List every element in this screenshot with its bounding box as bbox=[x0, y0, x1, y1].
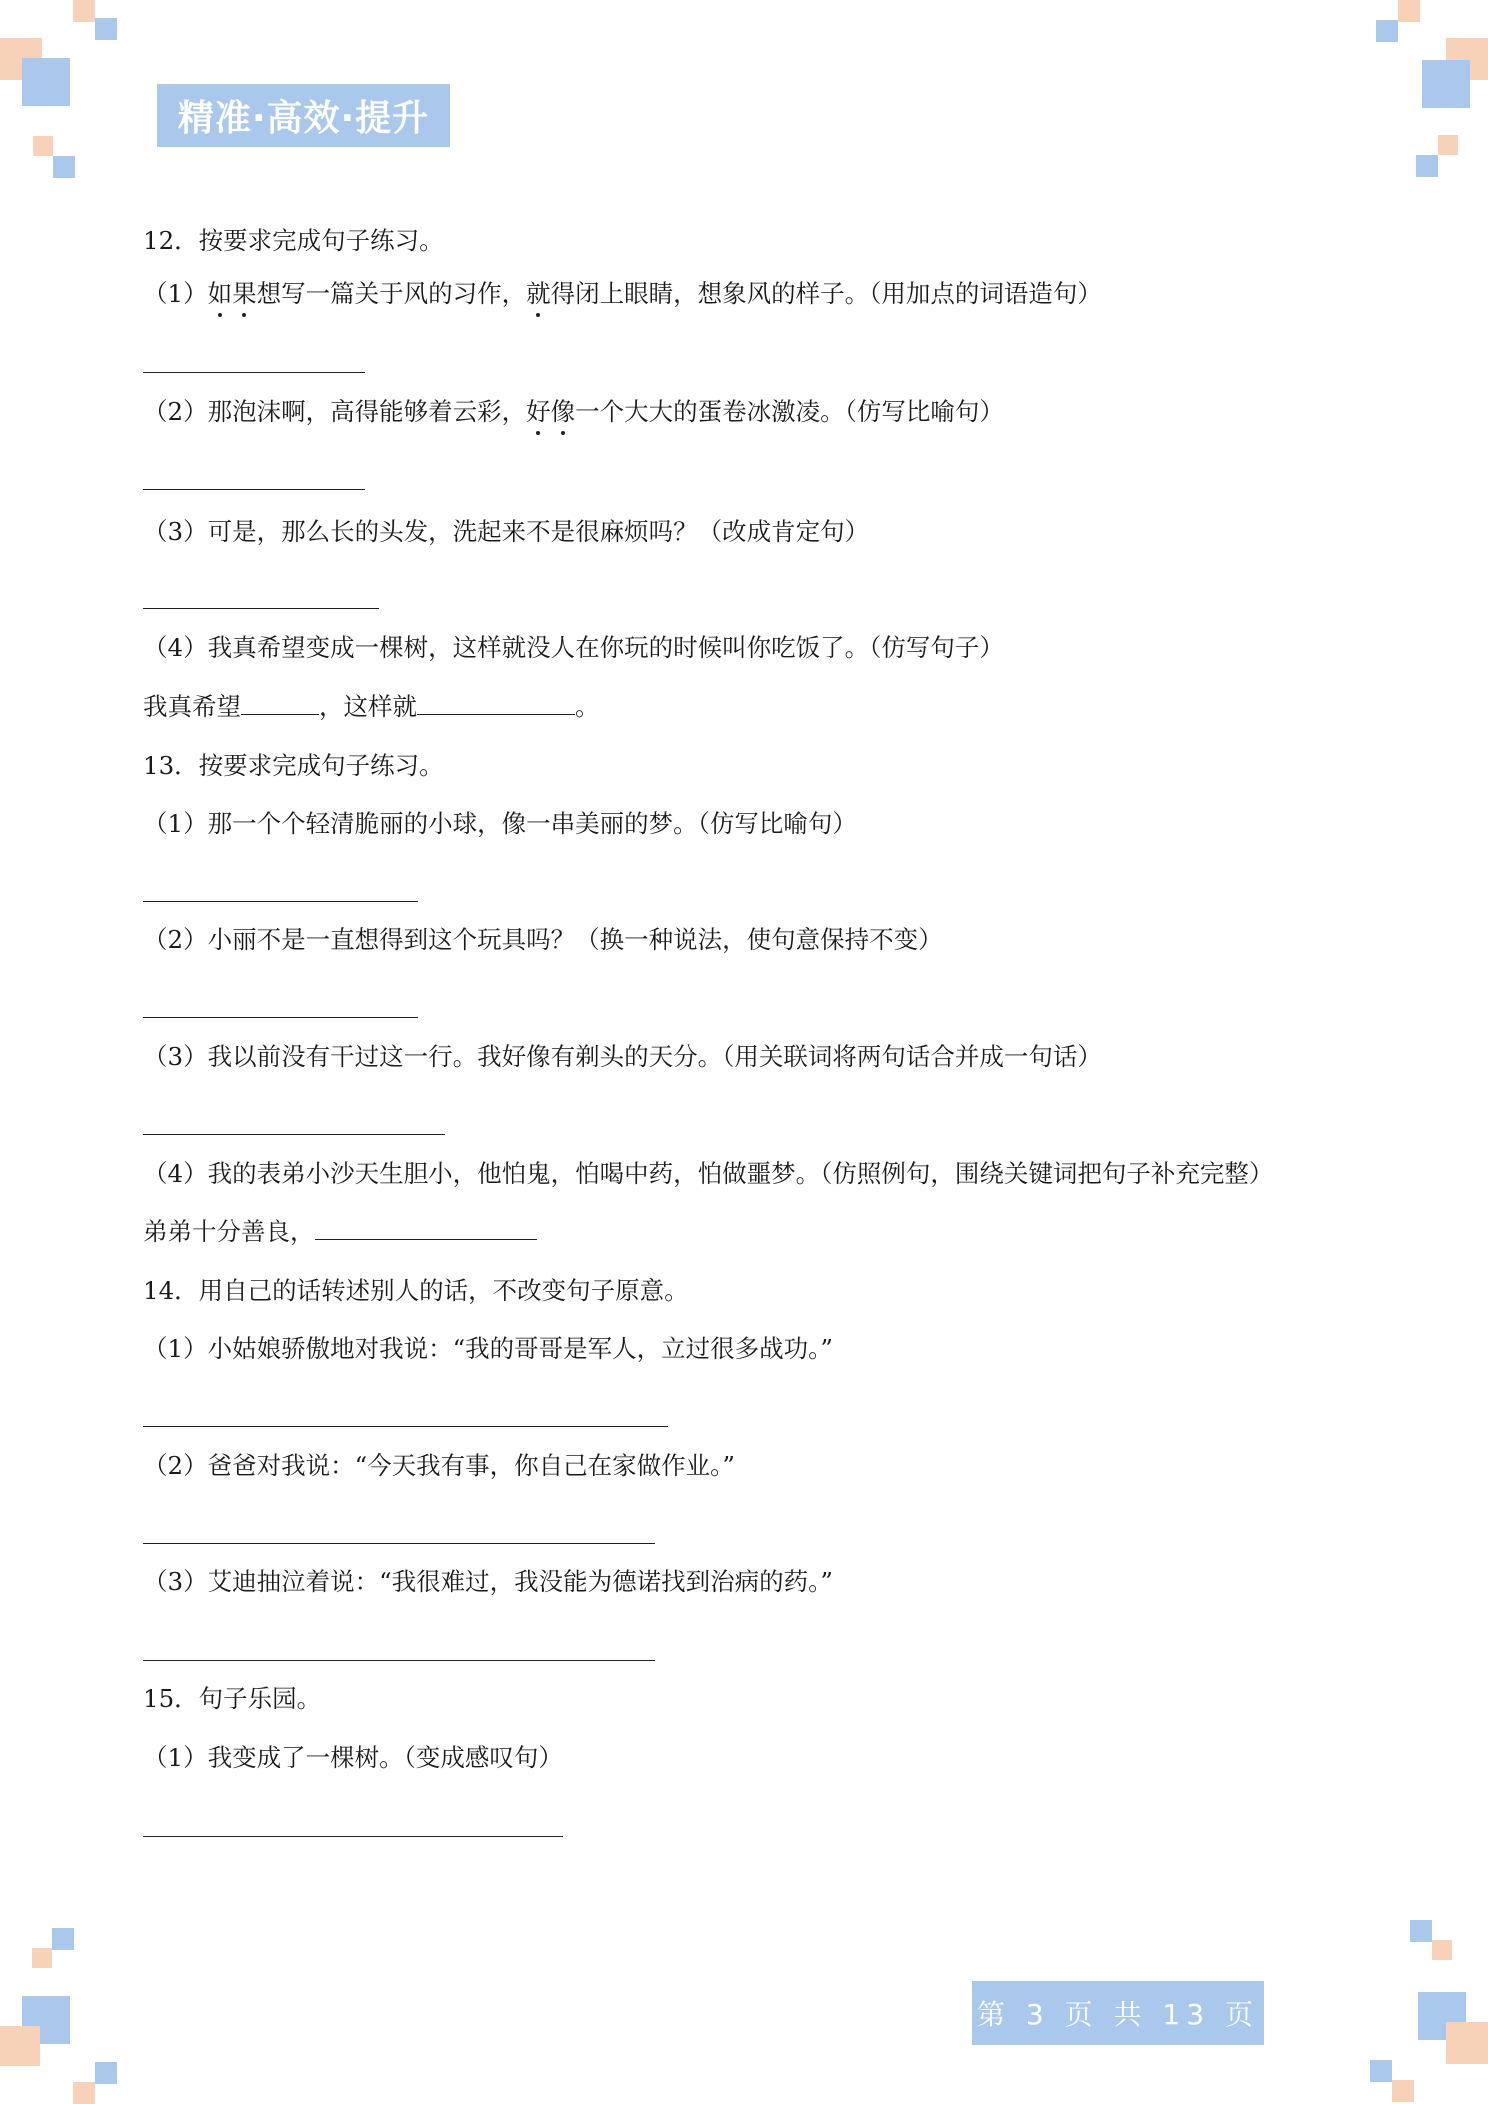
corner-decoration bbox=[1438, 135, 1458, 155]
emphasis-char: 如 bbox=[208, 277, 233, 311]
question-13-part-1: （1）那一个个轻清脆丽的小球，像一串美丽的梦。（仿写比喻句） bbox=[143, 809, 857, 838]
corner-decoration bbox=[95, 18, 117, 40]
corner-decoration bbox=[53, 156, 75, 178]
answer-line[interactable] bbox=[143, 1542, 655, 1544]
answer-line[interactable] bbox=[143, 1659, 655, 1661]
corner-decoration bbox=[1370, 2060, 1392, 2082]
question-13-part-3: （3）我以前没有干过这一行。我好像有剃头的天分。（用关联词将两句话合并成一句话） bbox=[143, 1042, 1102, 1071]
answer-line[interactable] bbox=[143, 1016, 418, 1018]
answer-line[interactable] bbox=[143, 488, 365, 490]
question-12-part-2: （2）那泡沫啊，高得能够着云彩，好像一个大大的蛋卷冰激凌。（仿写比喻句） bbox=[143, 395, 1004, 429]
answer-line[interactable] bbox=[143, 371, 365, 373]
corner-decoration bbox=[1376, 20, 1398, 42]
answer-line[interactable] bbox=[143, 607, 379, 609]
question-13-part-2: （2）小丽不是一直想得到这个玩具吗？（换一种说法，使句意保持不变） bbox=[143, 925, 943, 954]
emphasis-char: 好 bbox=[526, 395, 551, 429]
corner-decoration bbox=[1446, 2022, 1488, 2064]
question-12-part-3: （3）可是，那么长的头发，洗起来不是很麻烦吗？（改成肯定句） bbox=[143, 517, 870, 546]
answer-line[interactable] bbox=[143, 1835, 563, 1837]
fill-blank[interactable] bbox=[315, 1217, 537, 1240]
corner-decoration bbox=[1410, 1920, 1432, 1942]
corner-decoration bbox=[52, 1928, 74, 1950]
page-number-badge bbox=[972, 1981, 1264, 2045]
question-14-part-2: （2）爸爸对我说：“今天我有事，你自己在家做作业。” bbox=[143, 1451, 735, 1480]
question-13-part-4: （4）我的表弟小沙天生胆小，他怕鬼，怕喝中药，怕做噩梦。（仿照例句，围绕关键词把句子补充完整） bbox=[143, 1159, 1274, 1188]
corner-decoration bbox=[0, 2026, 40, 2066]
question-15-title: 15．句子乐园。 bbox=[143, 1684, 322, 1713]
answer-line[interactable] bbox=[143, 1133, 445, 1135]
corner-decoration bbox=[22, 58, 70, 106]
answer-line[interactable] bbox=[143, 1425, 668, 1427]
corner-decoration bbox=[95, 2062, 117, 2084]
fill-blank[interactable] bbox=[417, 692, 575, 715]
question-12-part-4: （4）我真希望变成一棵树，这样就没人在你玩的时候叫你吃饭了。（仿写句子） bbox=[143, 633, 1004, 662]
corner-decoration bbox=[32, 1948, 52, 1968]
emphasis-char: 就 bbox=[526, 277, 551, 311]
page-number-text: 第 3 页 共 13 页 bbox=[977, 1998, 1259, 2031]
corner-decoration bbox=[33, 136, 53, 156]
fill-blank[interactable] bbox=[241, 692, 319, 715]
corner-decoration bbox=[73, 0, 95, 22]
question-14-part-1: （1）小姑娘骄傲地对我说：“我的哥哥是军人，立过很多战功。” bbox=[143, 1334, 833, 1363]
header-badge-text: 精准·高效·提升 bbox=[177, 98, 430, 139]
question-14-part-3: （3）艾迪抽泣着说：“我很难过，我没能为德诺找到治病的药。” bbox=[143, 1567, 833, 1596]
corner-decoration bbox=[1422, 60, 1470, 108]
question-14-title: 14．用自己的话转述别人的话，不改变句子原意。 bbox=[143, 1276, 689, 1305]
question-15-part-1: （1）我变成了一棵树。（变成感叹句） bbox=[143, 1743, 563, 1772]
question-13-title: 13．按要求完成句子练习。 bbox=[143, 751, 444, 780]
corner-decoration bbox=[1398, 0, 1420, 22]
emphasis-char: 果 bbox=[232, 277, 257, 311]
corner-decoration bbox=[1392, 2080, 1414, 2102]
corner-decoration bbox=[73, 2082, 95, 2104]
corner-decoration bbox=[1432, 1940, 1452, 1960]
question-12-title: 12．按要求完成句子练习。 bbox=[143, 226, 444, 255]
question-13-part-4-fill: 弟弟十分善良， bbox=[143, 1215, 537, 1249]
question-12-part-1: （1）如果想写一篇关于风的习作，就得闭上眼睛，想象风的样子。（用加点的词语造句） bbox=[143, 277, 1102, 311]
corner-decoration bbox=[1416, 155, 1438, 177]
answer-line[interactable] bbox=[143, 900, 418, 902]
header-badge bbox=[157, 84, 450, 147]
emphasis-char: 像 bbox=[551, 395, 576, 429]
question-12-part-4-fill: 我真希望 ，这样就 。 bbox=[143, 692, 600, 721]
